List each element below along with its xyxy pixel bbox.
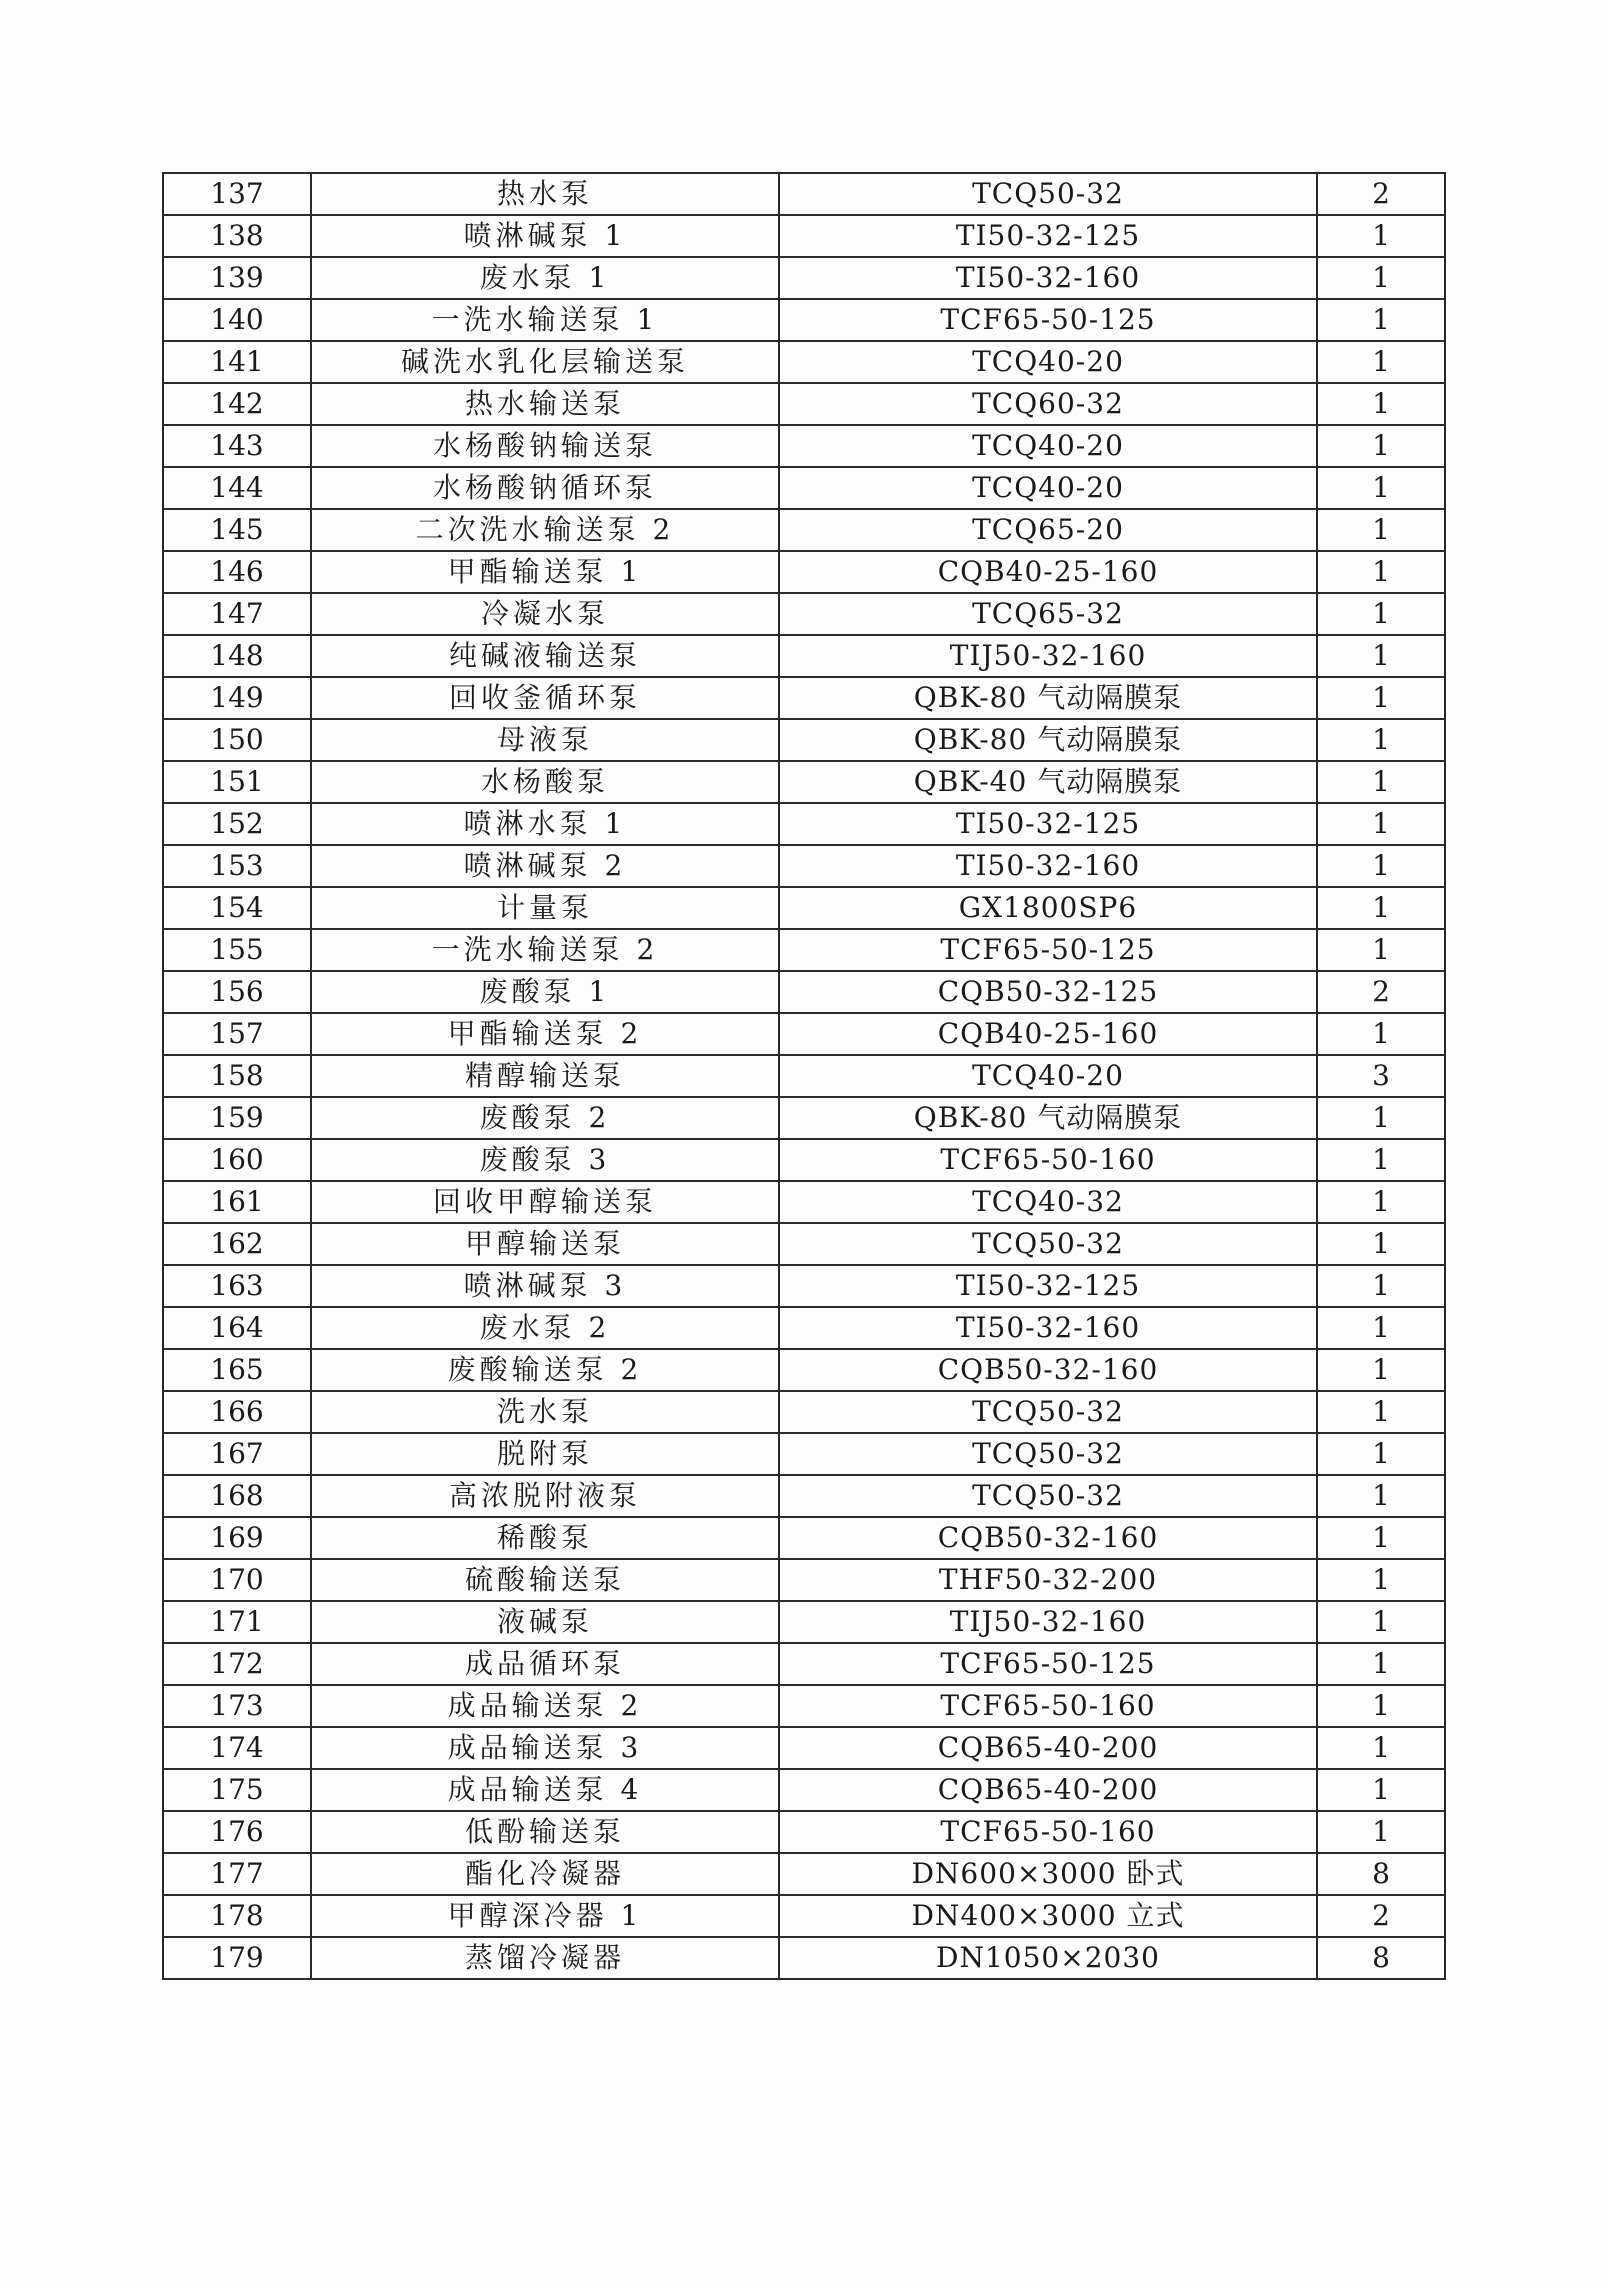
model-spec-cell: TCQ40-32 [779,1181,1317,1223]
row-number-cell: 166 [163,1391,311,1433]
row-number-cell: 158 [163,1055,311,1097]
quantity-cell: 2 [1317,971,1445,1013]
table-row [163,341,1445,383]
table-row [163,1265,1445,1307]
quantity-cell: 1 [1317,1139,1445,1181]
table-row [163,1769,1445,1811]
row-number-cell: 146 [163,551,311,593]
model-spec-cell: TCF65-50-160 [779,1685,1317,1727]
table-row [163,803,1445,845]
quantity-cell: 1 [1317,761,1445,803]
table-row [163,1559,1445,1601]
table-row [163,1433,1445,1475]
quantity-cell: 1 [1317,299,1445,341]
row-number-cell: 152 [163,803,311,845]
row-number-cell: 160 [163,1139,311,1181]
model-spec-cell: QBK-80 气动隔膜泵 [779,719,1317,761]
table-row [163,593,1445,635]
model-spec-cell: CQB65-40-200 [779,1727,1317,1769]
quantity-cell: 1 [1317,1013,1445,1055]
quantity-cell: 1 [1317,1601,1445,1643]
equipment-name-cell: 喷淋碱泵 3 [311,1265,779,1307]
equipment-name-cell: 低酚输送泵 [311,1811,779,1853]
model-spec-cell: TCQ40-20 [779,1055,1317,1097]
equipment-name-cell: 废水泵 2 [311,1307,779,1349]
equipment-name-cell: 纯碱液输送泵 [311,635,779,677]
row-number-cell: 175 [163,1769,311,1811]
equipment-name-cell: 稀酸泵 [311,1517,779,1559]
table-row [163,1685,1445,1727]
equipment-name-cell: 精醇输送泵 [311,1055,779,1097]
quantity-cell: 1 [1317,1685,1445,1727]
table-row [163,509,1445,551]
row-number-cell: 177 [163,1853,311,1895]
quantity-cell: 1 [1317,1727,1445,1769]
table-row [163,1181,1445,1223]
equipment-name-cell: 冷凝水泵 [311,593,779,635]
row-number-cell: 139 [163,257,311,299]
equipment-name-cell: 成品输送泵 3 [311,1727,779,1769]
model-spec-cell: CQB40-25-160 [779,551,1317,593]
model-spec-cell: CQB50-32-125 [779,971,1317,1013]
row-number-cell: 157 [163,1013,311,1055]
equipment-name-cell: 成品输送泵 2 [311,1685,779,1727]
quantity-cell: 1 [1317,719,1445,761]
model-spec-cell: CQB50-32-160 [779,1517,1317,1559]
equipment-name-cell: 废酸泵 1 [311,971,779,1013]
model-spec-cell: TCQ50-32 [779,1391,1317,1433]
model-spec-cell: TCF65-50-125 [779,929,1317,971]
table-row [163,1139,1445,1181]
table-row [163,1643,1445,1685]
model-spec-cell: TCQ40-20 [779,341,1317,383]
table-row [163,1097,1445,1139]
row-number-cell: 176 [163,1811,311,1853]
model-spec-cell: TCQ50-32 [779,173,1317,215]
quantity-cell: 1 [1317,1517,1445,1559]
row-number-cell: 153 [163,845,311,887]
table-row [163,257,1445,299]
equipment-name-cell: 喷淋碱泵 2 [311,845,779,887]
row-number-cell: 156 [163,971,311,1013]
quantity-cell: 1 [1317,677,1445,719]
model-spec-cell: TI50-32-160 [779,845,1317,887]
quantity-cell: 1 [1317,1811,1445,1853]
model-spec-cell: GX1800SP6 [779,887,1317,929]
equipment-name-cell: 水杨酸钠循环泵 [311,467,779,509]
row-number-cell: 159 [163,1097,311,1139]
table-row [163,971,1445,1013]
quantity-cell: 1 [1317,845,1445,887]
model-spec-cell: TCF65-50-125 [779,299,1317,341]
equipment-name-cell: 回收甲醇输送泵 [311,1181,779,1223]
quantity-cell: 1 [1317,1559,1445,1601]
equipment-name-cell: 碱洗水乳化层输送泵 [311,341,779,383]
model-spec-cell: TIJ50-32-160 [779,1601,1317,1643]
quantity-cell: 8 [1317,1853,1445,1895]
model-spec-cell: TCQ40-20 [779,425,1317,467]
model-spec-cell: CQB50-32-160 [779,1349,1317,1391]
equipment-name-cell: 成品循环泵 [311,1643,779,1685]
quantity-cell: 1 [1317,341,1445,383]
table-row [163,467,1445,509]
row-number-cell: 161 [163,1181,311,1223]
row-number-cell: 147 [163,593,311,635]
equipment-name-cell: 酯化冷凝器 [311,1853,779,1895]
equipment-name-cell: 甲醇深冷器 1 [311,1895,779,1937]
model-spec-cell: TCF65-50-160 [779,1811,1317,1853]
model-spec-cell: TI50-32-125 [779,1265,1317,1307]
row-number-cell: 173 [163,1685,311,1727]
quantity-cell: 1 [1317,593,1445,635]
equipment-name-cell: 水杨酸泵 [311,761,779,803]
model-spec-cell: TI50-32-160 [779,1307,1317,1349]
row-number-cell: 140 [163,299,311,341]
equipment-name-cell: 二次洗水输送泵 2 [311,509,779,551]
equipment-name-cell: 废酸泵 3 [311,1139,779,1181]
quantity-cell: 1 [1317,467,1445,509]
table-row [163,1601,1445,1643]
model-spec-cell: DN400×3000 立式 [779,1895,1317,1937]
equipment-name-cell: 废水泵 1 [311,257,779,299]
row-number-cell: 167 [163,1433,311,1475]
quantity-cell: 1 [1317,1307,1445,1349]
table-row [163,1727,1445,1769]
model-spec-cell: DN1050×2030 [779,1937,1317,1979]
quantity-cell: 1 [1317,1769,1445,1811]
row-number-cell: 148 [163,635,311,677]
table-row [163,845,1445,887]
table-row [163,1307,1445,1349]
row-number-cell: 142 [163,383,311,425]
table-row [163,1349,1445,1391]
table-row [163,1517,1445,1559]
equipment-name-cell: 甲酯输送泵 1 [311,551,779,593]
model-spec-cell: QBK-40 气动隔膜泵 [779,761,1317,803]
quantity-cell: 1 [1317,1433,1445,1475]
equipment-name-cell: 蒸馏冷凝器 [311,1937,779,1979]
equipment-name-cell: 成品输送泵 4 [311,1769,779,1811]
quantity-cell: 8 [1317,1937,1445,1979]
row-number-cell: 151 [163,761,311,803]
equipment-name-cell: 计量泵 [311,887,779,929]
model-spec-cell: TCQ65-20 [779,509,1317,551]
row-number-cell: 145 [163,509,311,551]
table-row [163,1853,1445,1895]
row-number-cell: 163 [163,1265,311,1307]
table-row [163,1937,1445,1979]
row-number-cell: 144 [163,467,311,509]
model-spec-cell: TCF65-50-160 [779,1139,1317,1181]
quantity-cell: 1 [1317,383,1445,425]
table-row [163,1475,1445,1517]
quantity-cell: 1 [1317,1391,1445,1433]
equipment-name-cell: 甲醇输送泵 [311,1223,779,1265]
quantity-cell: 2 [1317,173,1445,215]
quantity-cell: 3 [1317,1055,1445,1097]
quantity-cell: 1 [1317,551,1445,593]
table-row [163,761,1445,803]
table-row [163,719,1445,761]
row-number-cell: 178 [163,1895,311,1937]
model-spec-cell: THF50-32-200 [779,1559,1317,1601]
quantity-cell: 1 [1317,887,1445,929]
table-row [163,425,1445,467]
quantity-cell: 1 [1317,1097,1445,1139]
row-number-cell: 165 [163,1349,311,1391]
model-spec-cell: TIJ50-32-160 [779,635,1317,677]
model-spec-cell: CQB65-40-200 [779,1769,1317,1811]
row-number-cell: 154 [163,887,311,929]
row-number-cell: 168 [163,1475,311,1517]
quantity-cell: 1 [1317,1223,1445,1265]
row-number-cell: 162 [163,1223,311,1265]
row-number-cell: 164 [163,1307,311,1349]
equipment-name-cell: 洗水泵 [311,1391,779,1433]
equipment-name-cell: 一洗水输送泵 2 [311,929,779,971]
equipment-table [162,172,1446,1980]
table-row [163,1391,1445,1433]
equipment-name-cell: 母液泵 [311,719,779,761]
table-row [163,1811,1445,1853]
row-number-cell: 149 [163,677,311,719]
table-row [163,677,1445,719]
row-number-cell: 141 [163,341,311,383]
row-number-cell: 138 [163,215,311,257]
row-number-cell: 170 [163,1559,311,1601]
table-row [163,1895,1445,1937]
row-number-cell: 174 [163,1727,311,1769]
equipment-table-body [163,173,1445,1979]
equipment-name-cell: 喷淋水泵 1 [311,803,779,845]
quantity-cell: 1 [1317,1349,1445,1391]
table-row [163,1223,1445,1265]
model-spec-cell: TCF65-50-125 [779,1643,1317,1685]
quantity-cell: 1 [1317,257,1445,299]
quantity-cell: 1 [1317,425,1445,467]
equipment-name-cell: 液碱泵 [311,1601,779,1643]
model-spec-cell: CQB40-25-160 [779,1013,1317,1055]
equipment-name-cell: 甲酯输送泵 2 [311,1013,779,1055]
model-spec-cell: TCQ40-20 [779,467,1317,509]
equipment-name-cell: 热水泵 [311,173,779,215]
quantity-cell: 1 [1317,929,1445,971]
quantity-cell: 1 [1317,803,1445,845]
row-number-cell: 150 [163,719,311,761]
equipment-name-cell: 脱附泵 [311,1433,779,1475]
table-row [163,299,1445,341]
quantity-cell: 1 [1317,215,1445,257]
model-spec-cell: TI50-32-125 [779,215,1317,257]
equipment-name-cell: 硫酸输送泵 [311,1559,779,1601]
row-number-cell: 143 [163,425,311,467]
equipment-name-cell: 高浓脱附液泵 [311,1475,779,1517]
model-spec-cell: TCQ50-32 [779,1223,1317,1265]
model-spec-cell: QBK-80 气动隔膜泵 [779,1097,1317,1139]
table-row [163,1013,1445,1055]
row-number-cell: 179 [163,1937,311,1979]
row-number-cell: 155 [163,929,311,971]
model-spec-cell: TCQ60-32 [779,383,1317,425]
row-number-cell: 172 [163,1643,311,1685]
model-spec-cell: DN600×3000 卧式 [779,1853,1317,1895]
quantity-cell: 1 [1317,1181,1445,1223]
quantity-cell: 1 [1317,635,1445,677]
row-number-cell: 169 [163,1517,311,1559]
quantity-cell: 1 [1317,1475,1445,1517]
equipment-name-cell: 热水输送泵 [311,383,779,425]
row-number-cell: 137 [163,173,311,215]
table-row [163,173,1445,215]
model-spec-cell: TCQ65-32 [779,593,1317,635]
row-number-cell: 171 [163,1601,311,1643]
table-row [163,929,1445,971]
equipment-name-cell: 回收釜循环泵 [311,677,779,719]
table-row [163,635,1445,677]
table-row [163,1055,1445,1097]
quantity-cell: 1 [1317,509,1445,551]
model-spec-cell: TCQ50-32 [779,1475,1317,1517]
equipment-name-cell: 废酸输送泵 2 [311,1349,779,1391]
table-row [163,215,1445,257]
quantity-cell: 2 [1317,1895,1445,1937]
model-spec-cell: TI50-32-160 [779,257,1317,299]
model-spec-cell: TI50-32-125 [779,803,1317,845]
equipment-name-cell: 水杨酸钠输送泵 [311,425,779,467]
quantity-cell: 1 [1317,1643,1445,1685]
quantity-cell: 1 [1317,1265,1445,1307]
table-row [163,383,1445,425]
table-row [163,887,1445,929]
table-row [163,551,1445,593]
equipment-name-cell: 一洗水输送泵 1 [311,299,779,341]
model-spec-cell: QBK-80 气动隔膜泵 [779,677,1317,719]
equipment-name-cell: 废酸泵 2 [311,1097,779,1139]
equipment-name-cell: 喷淋碱泵 1 [311,215,779,257]
model-spec-cell: TCQ50-32 [779,1433,1317,1475]
